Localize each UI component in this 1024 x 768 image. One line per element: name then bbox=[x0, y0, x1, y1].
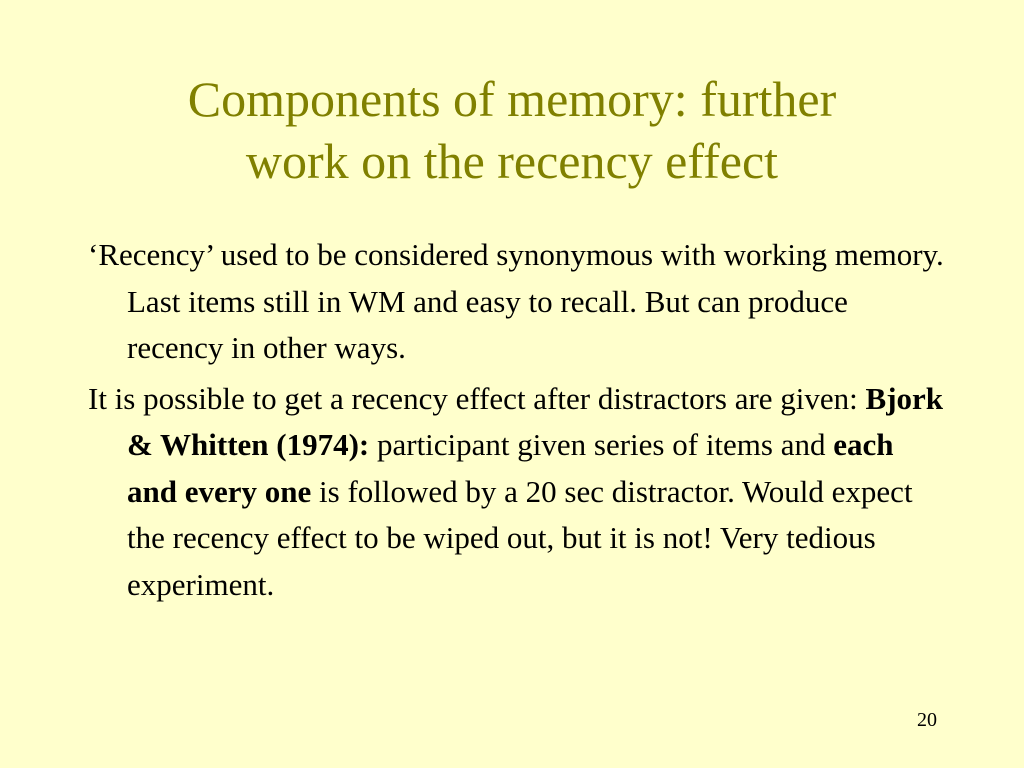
paragraph-bjork-whitten bbox=[88, 376, 948, 609]
paragraph-2-text-2: participant given series of items and bbox=[369, 427, 834, 462]
citation-bjork-whitten: Bjork & Whitten (1974): bbox=[127, 380, 944, 462]
slide-body bbox=[88, 232, 948, 612]
paragraph-2-text-1: It is possible to get a recency effect after distractors are given: bbox=[88, 380, 866, 416]
slide-title bbox=[60, 68, 964, 192]
slide-title-line-1: Components of memory: further bbox=[187, 71, 837, 127]
paragraph-2-text-3: is followed by a 20 sec distractor. Would expect the recency effect to be wiped out, but it is not! Very tedious experiment. bbox=[127, 473, 913, 602]
paragraph-recency-definition: ‘Recency’ used to be considered synonymous with working memory. Last items still in WM and easy to recall. But can produce recency in other ways. bbox=[88, 237, 944, 365]
slide-number: 20 bbox=[917, 709, 937, 731]
emphasis-each-and-every-one: each and every one bbox=[127, 427, 894, 509]
slide-title-line-2: work on the recency effect bbox=[245, 133, 779, 189]
